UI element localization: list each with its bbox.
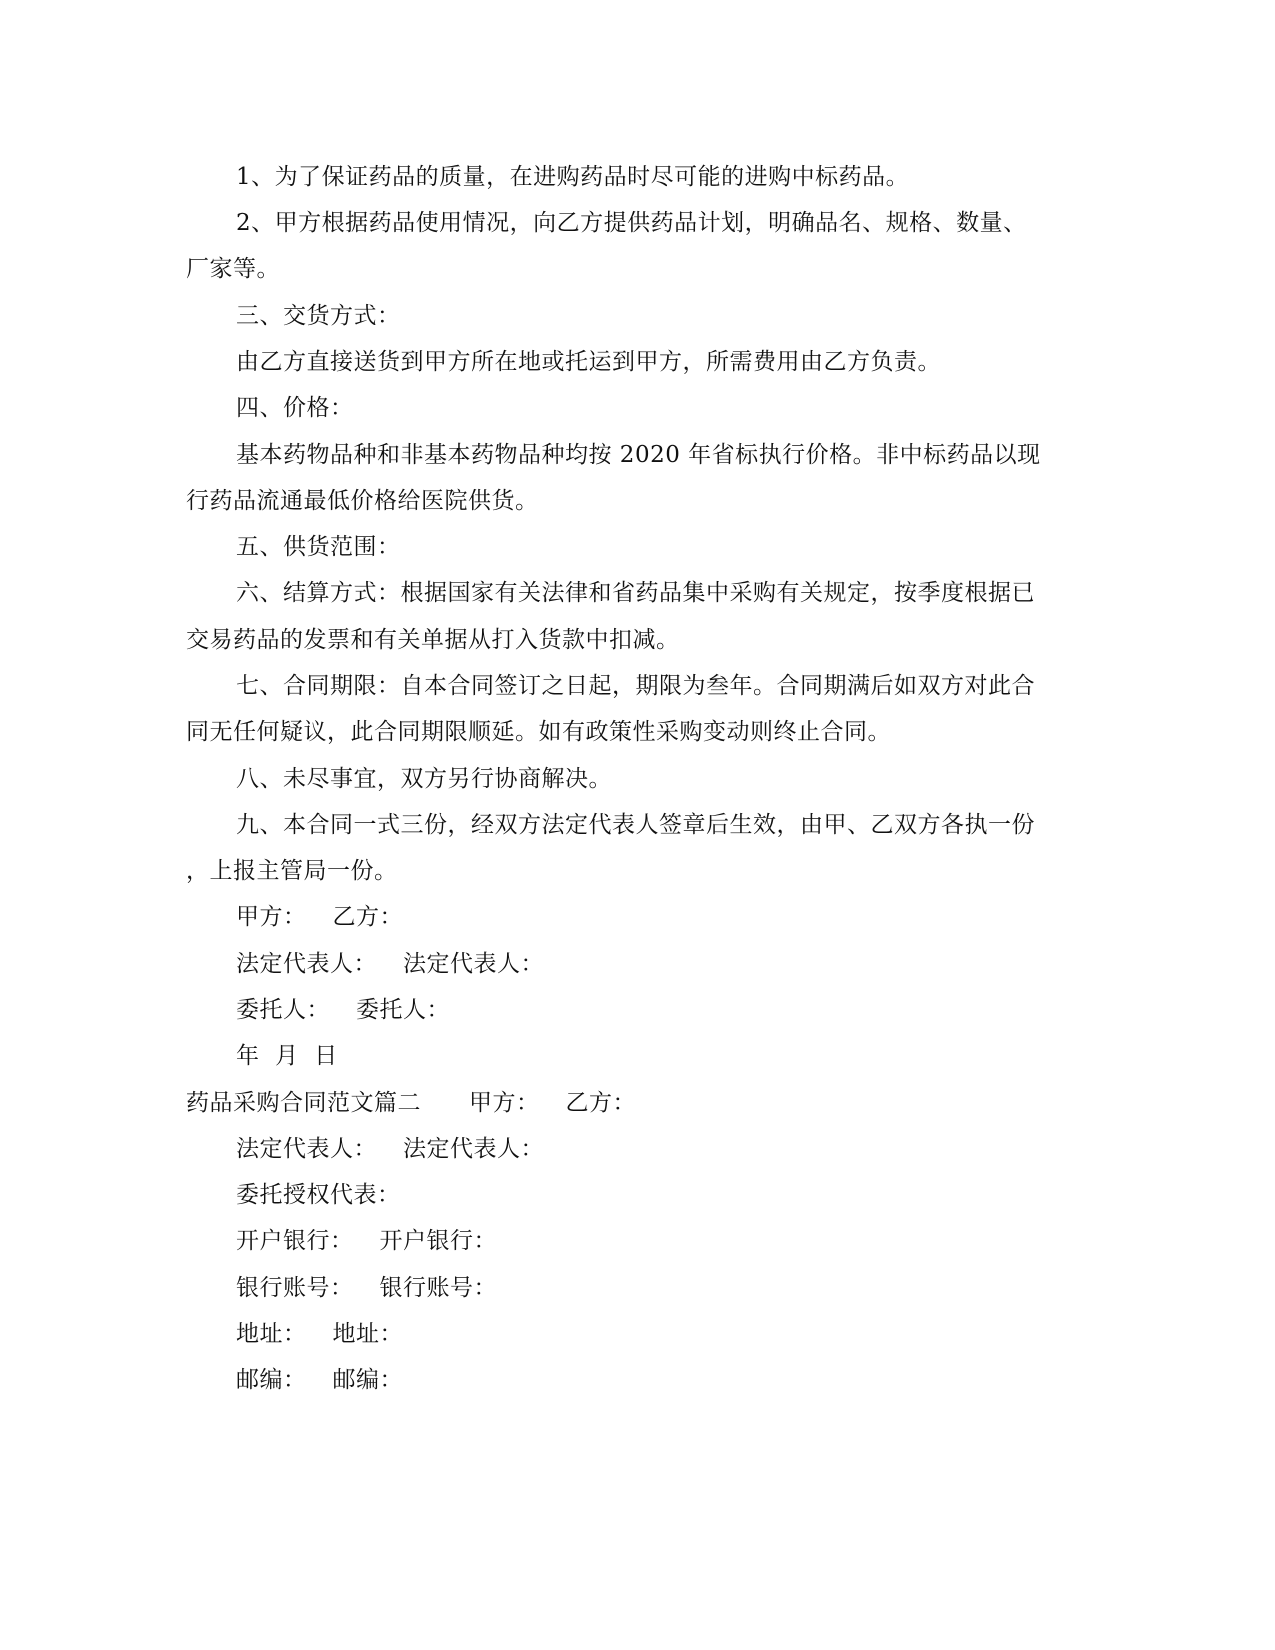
price-text-cont: 行药品流通最低价格给医院供货。 bbox=[186, 488, 539, 514]
section2-party-b-label: 乙方： bbox=[565, 1090, 636, 1116]
section2-address-a-label: 地址： bbox=[236, 1321, 307, 1347]
section-heading-price: 四、价格： bbox=[236, 395, 354, 421]
section2-party-a-label: 甲方： bbox=[469, 1090, 540, 1116]
section-heading-scope: 五、供货范围： bbox=[236, 534, 401, 560]
section2-postcode-a-label: 邮编： bbox=[236, 1367, 307, 1393]
section2-account bbox=[236, 1273, 497, 1303]
copies-text-cont: ，上报主管局一份。 bbox=[186, 858, 398, 884]
term-text-cont: 同无任何疑议，此合同期限顺延。如有政策性采购变动则终止合同。 bbox=[186, 719, 891, 745]
party-b-label: 乙方： bbox=[332, 904, 403, 930]
signature-date: 年 月 日 bbox=[236, 1043, 338, 1069]
party-a-label: 甲方： bbox=[236, 904, 307, 930]
term-text: 七、合同期限：自本合同签订之日起，期限为叁年。合同期满后如双方对此合 bbox=[236, 673, 1035, 699]
section2-account-b-label: 银行账号： bbox=[379, 1275, 497, 1301]
delivery-text: 由乙方直接送货到甲方所在地或托运到甲方，所需费用由乙方负责。 bbox=[236, 349, 941, 375]
settlement-text-cont: 交易药品的发票和有关单据从打入货款中扣减。 bbox=[186, 627, 680, 653]
settlement-text: 六、结算方式：根据国家有关法律和省药品集中采购有关规定，按季度根据已 bbox=[236, 580, 1035, 606]
section2-header-line bbox=[186, 1088, 636, 1118]
section2-bank bbox=[236, 1226, 497, 1256]
price-text: 基本药物品种和非基本药物品种均按 2020 年省标执行价格。非中标药品以现 bbox=[236, 442, 1041, 468]
signature-parties bbox=[236, 902, 403, 932]
agent-b-label: 委托人： bbox=[356, 997, 450, 1023]
section2-bank-b-label: 开户银行： bbox=[379, 1228, 497, 1254]
signature-representatives bbox=[236, 949, 544, 979]
misc-text: 八、未尽事宜，双方另行协商解决。 bbox=[236, 766, 612, 792]
section2-title: 药品采购合同范文篇二 bbox=[186, 1090, 421, 1116]
section2-address bbox=[236, 1319, 403, 1349]
agent-a-label: 委托人： bbox=[236, 997, 330, 1023]
rep-a-label: 法定代表人： bbox=[236, 951, 377, 977]
rep-b-label: 法定代表人： bbox=[403, 951, 544, 977]
section2-representatives bbox=[236, 1134, 544, 1164]
section2-bank-a-label: 开户银行： bbox=[236, 1228, 354, 1254]
section2-rep-b-label: 法定代表人： bbox=[403, 1136, 544, 1162]
section-heading-delivery: 三、交货方式： bbox=[236, 303, 401, 329]
clause-1-2: 2、甲方根据药品使用情况，向乙方提供药品计划，明确品名、规格、数量、 bbox=[236, 210, 1027, 236]
copies-text: 九、本合同一式三份，经双方法定代表人签章后生效，由甲、乙双方各执一份 bbox=[236, 812, 1035, 838]
section2-rep-a-label: 法定代表人： bbox=[236, 1136, 377, 1162]
clause-1-2-cont: 厂家等。 bbox=[186, 256, 280, 282]
section2-account-a-label: 银行账号： bbox=[236, 1275, 354, 1301]
section2-postcode bbox=[236, 1365, 403, 1395]
section2-postcode-b-label: 邮编： bbox=[332, 1367, 403, 1393]
section2-address-b-label: 地址： bbox=[332, 1321, 403, 1347]
clause-1-1: 1、为了保证药品的质量，在进购药品时尽可能的进购中标药品。 bbox=[236, 164, 910, 190]
section2-authorized-rep: 委托授权代表： bbox=[236, 1182, 401, 1208]
signature-agents bbox=[236, 995, 450, 1025]
